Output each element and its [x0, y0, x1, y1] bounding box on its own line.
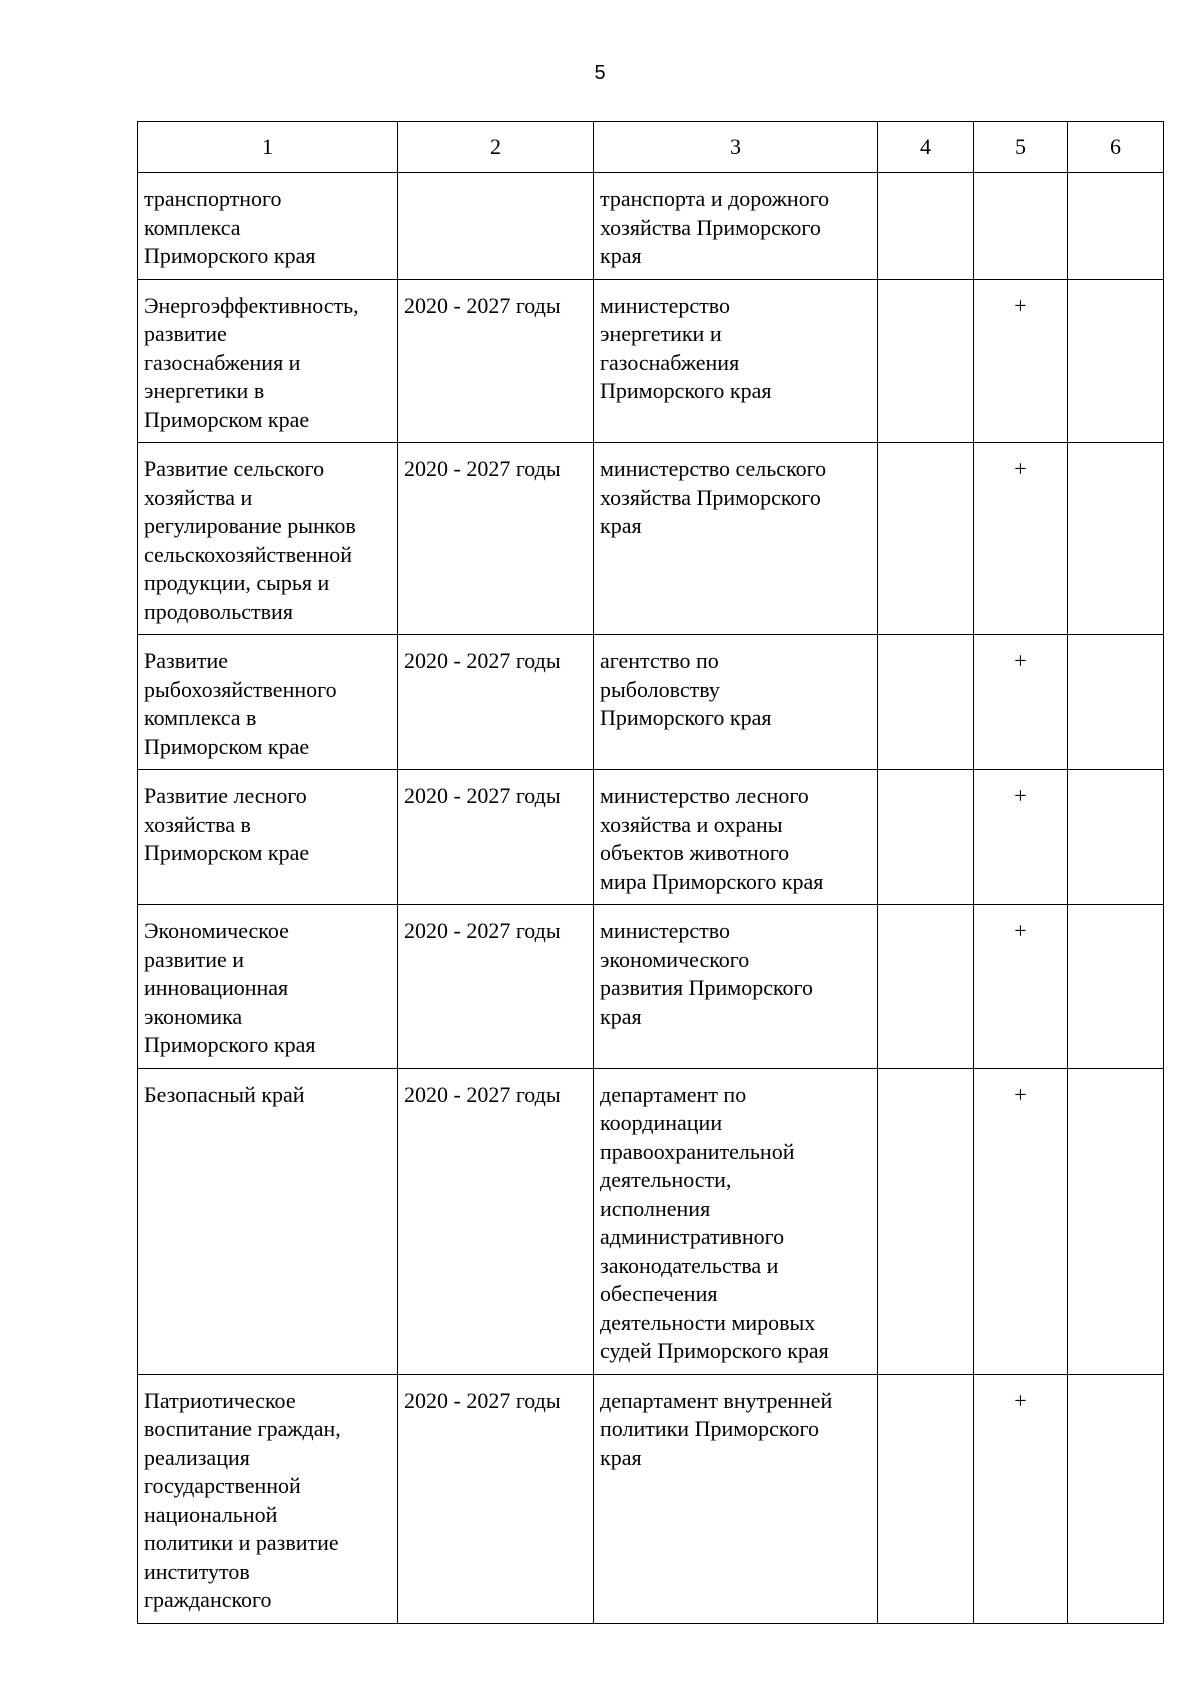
column-4-cell — [878, 1068, 974, 1374]
responsible-executor-cell: министерство экономического развития Приморского края — [594, 905, 878, 1069]
table-row — [138, 1374, 1164, 1623]
responsible-executor-cell: министерство энергетики и газоснабжения Приморского края — [594, 279, 878, 443]
program-name-cell: Патриотическое воспитание граждан, реализация государственной национальной политики и развитие институтов гражданского — [138, 1374, 398, 1623]
responsible-executor-cell: департамент по координации правоохранительной деятельности, исполнения административного законодательства и обеспечения деятельности мировых судей Приморского края — [594, 1068, 878, 1374]
responsible-executor-cell: департамент внутренней политики Приморского края — [594, 1374, 878, 1623]
period-cell: 2020 - 2027 годы — [398, 905, 594, 1069]
page-number: 5 — [594, 62, 606, 84]
table-row — [138, 279, 1164, 443]
table-row — [138, 770, 1164, 905]
column-5-mark-cell: + — [974, 635, 1068, 770]
responsible-executor-cell: агентство по рыболовству Приморского края — [594, 635, 878, 770]
column-4-cell — [878, 770, 974, 905]
column-header-3: 3 — [594, 122, 878, 173]
column-5-mark-cell: + — [974, 1374, 1068, 1623]
column-header-1: 1 — [138, 122, 398, 173]
period-cell: 2020 - 2027 годы — [398, 635, 594, 770]
responsible-executor-cell: министерство сельского хозяйства Приморского края — [594, 443, 878, 635]
column-5-mark-cell: + — [974, 770, 1068, 905]
table-row — [138, 905, 1164, 1069]
column-header-5: 5 — [974, 122, 1068, 173]
column-6-cell — [1068, 1068, 1164, 1374]
column-6-cell — [1068, 443, 1164, 635]
period-cell — [398, 173, 594, 280]
program-name-cell: Экономическое развитие и инновационная экономика Приморского края — [138, 905, 398, 1069]
column-header-6: 6 — [1068, 122, 1164, 173]
column-4-cell — [878, 1374, 974, 1623]
column-header-2: 2 — [398, 122, 594, 173]
column-5-mark-cell: + — [974, 443, 1068, 635]
column-6-cell — [1068, 1374, 1164, 1623]
program-name-cell: Развитие рыбохозяйственного комплекса в Приморском крае — [138, 635, 398, 770]
period-cell: 2020 - 2027 годы — [398, 770, 594, 905]
column-5-mark-cell — [974, 173, 1068, 280]
column-4-cell — [878, 443, 974, 635]
table-body — [138, 173, 1164, 1624]
table-row — [138, 635, 1164, 770]
program-name-cell: Развитие сельского хозяйства и регулирование рынков сельскохозяйственной продукции, сырья и продовольствия — [138, 443, 398, 635]
column-6-cell — [1068, 173, 1164, 280]
column-6-cell — [1068, 770, 1164, 905]
program-name-cell: Развитие лесного хозяйства в Приморском крае — [138, 770, 398, 905]
column-5-mark-cell: + — [974, 279, 1068, 443]
table-row — [138, 1068, 1164, 1374]
program-name-cell: Энергоэффективность, развитие газоснабжения и энергетики в Приморском крае — [138, 279, 398, 443]
column-5-mark-cell: + — [974, 905, 1068, 1069]
program-name-cell: Безопасный край — [138, 1068, 398, 1374]
program-name-cell: транспортного комплекса Приморского края — [138, 173, 398, 280]
state-programs-table — [137, 121, 1164, 1624]
responsible-executor-cell: транспорта и дорожного хозяйства Приморского края — [594, 173, 878, 280]
column-4-cell — [878, 635, 974, 770]
column-6-cell — [1068, 635, 1164, 770]
responsible-executor-cell: министерство лесного хозяйства и охраны объектов животного мира Приморского края — [594, 770, 878, 905]
table-header-row — [138, 122, 1164, 173]
column-4-cell — [878, 279, 974, 443]
period-cell: 2020 - 2027 годы — [398, 1374, 594, 1623]
column-6-cell — [1068, 905, 1164, 1069]
period-cell: 2020 - 2027 годы — [398, 1068, 594, 1374]
table-row — [138, 443, 1164, 635]
column-4-cell — [878, 173, 974, 280]
table-row — [138, 173, 1164, 280]
column-6-cell — [1068, 279, 1164, 443]
column-header-4: 4 — [878, 122, 974, 173]
period-cell: 2020 - 2027 годы — [398, 443, 594, 635]
column-5-mark-cell: + — [974, 1068, 1068, 1374]
period-cell: 2020 - 2027 годы — [398, 279, 594, 443]
column-4-cell — [878, 905, 974, 1069]
